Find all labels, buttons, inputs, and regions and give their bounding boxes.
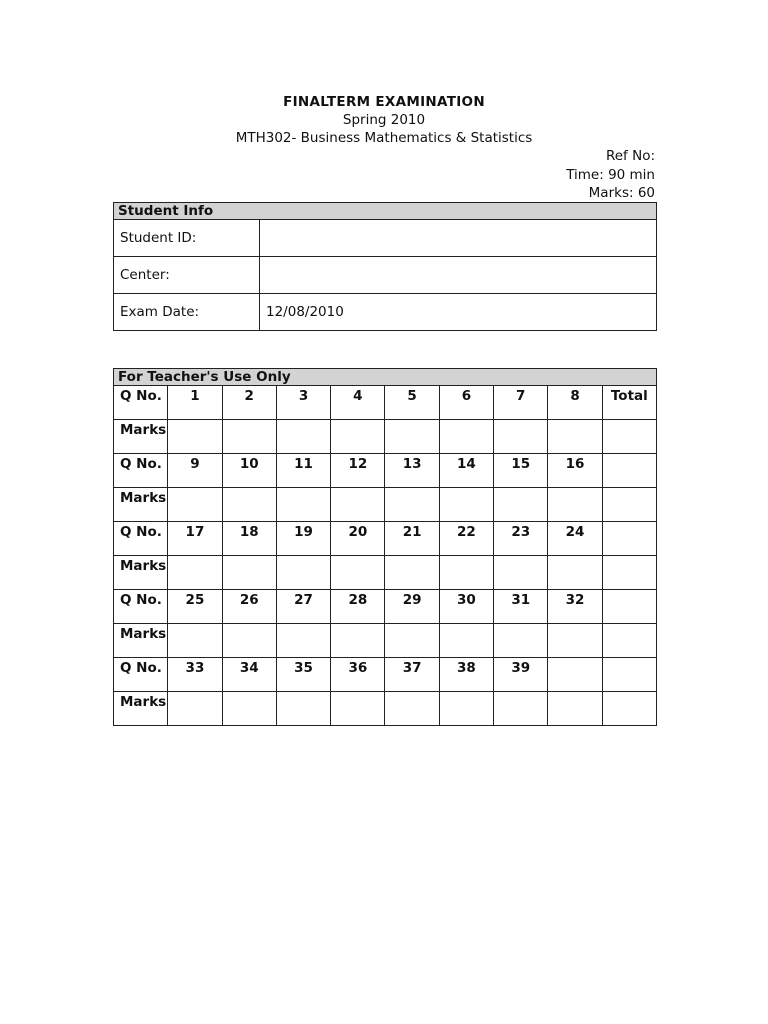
question-number-cell: 10 [222, 454, 276, 488]
question-number-cell: 14 [439, 454, 493, 488]
table-row [114, 220, 657, 257]
marks-cell[interactable] [385, 420, 439, 454]
marks-cell[interactable] [548, 692, 602, 726]
question-row [114, 454, 657, 488]
marks-label: Marks [114, 624, 168, 658]
teacher-use-heading: For Teacher's Use Only [114, 369, 657, 386]
marks-label: Marks [114, 488, 168, 522]
marks-cell[interactable] [602, 556, 656, 590]
question-number-cell: 5 [385, 386, 439, 420]
marks-row [114, 488, 657, 522]
marks-cell[interactable] [385, 488, 439, 522]
question-number-cell: 26 [222, 590, 276, 624]
marks-cell[interactable] [548, 556, 602, 590]
exam-session: Spring 2010 [342, 112, 426, 128]
question-row [114, 658, 657, 692]
question-number-cell: 9 [168, 454, 222, 488]
exam-date-field[interactable]: 12/08/2010 [260, 294, 657, 331]
marks-cell[interactable] [494, 488, 548, 522]
marks-row [114, 556, 657, 590]
marks-cell[interactable] [331, 624, 385, 658]
student-info-heading: Student Info [114, 203, 657, 220]
question-number-cell: 30 [439, 590, 493, 624]
exam-meta [566, 147, 655, 203]
question-number-cell: 22 [439, 522, 493, 556]
marks-cell[interactable] [385, 624, 439, 658]
question-number-cell: 23 [494, 522, 548, 556]
table-row [114, 257, 657, 294]
marks-cell[interactable] [222, 624, 276, 658]
question-number-cell: 16 [548, 454, 602, 488]
q-no-label: Q No. [114, 454, 168, 488]
question-number-cell: 17 [168, 522, 222, 556]
marks-cell[interactable] [494, 556, 548, 590]
question-number-cell: 20 [331, 522, 385, 556]
question-number-cell: 35 [276, 658, 330, 692]
question-number-cell: 12 [331, 454, 385, 488]
exam-date-label: Exam Date: [114, 294, 260, 331]
q-no-label: Q No. [114, 522, 168, 556]
student-info-table [113, 202, 657, 331]
question-row [114, 386, 657, 420]
exam-title: FINALTERM EXAMINATION [283, 94, 485, 110]
marks-label: Marks [114, 692, 168, 726]
question-number-cell: 21 [385, 522, 439, 556]
question-number-cell: 19 [276, 522, 330, 556]
marks-cell[interactable] [222, 556, 276, 590]
question-number-cell: 37 [385, 658, 439, 692]
student-id-field[interactable] [260, 220, 657, 257]
marks-row [114, 624, 657, 658]
marks-cell[interactable] [439, 556, 493, 590]
marks-cell[interactable] [439, 692, 493, 726]
marks-cell[interactable] [548, 420, 602, 454]
center-field[interactable] [260, 257, 657, 294]
exam-course: MTH302- Business Mathematics & Statistics [235, 130, 533, 146]
total-cell [602, 658, 656, 692]
question-number-cell: 18 [222, 522, 276, 556]
marks-cell[interactable] [494, 624, 548, 658]
total-header-cell: Total [602, 386, 656, 420]
marks-cell[interactable] [602, 624, 656, 658]
marks-cell[interactable] [331, 556, 385, 590]
total-cell [602, 522, 656, 556]
question-row [114, 590, 657, 624]
question-number-cell: 29 [385, 590, 439, 624]
total-cell [602, 454, 656, 488]
marks-cell[interactable] [439, 420, 493, 454]
marks-cell[interactable] [222, 488, 276, 522]
marks-cell[interactable] [168, 420, 222, 454]
marks-cell[interactable] [494, 692, 548, 726]
marks-cell[interactable] [439, 488, 493, 522]
marks-row [114, 420, 657, 454]
exam-header [0, 93, 768, 147]
question-number-cell: 39 [494, 658, 548, 692]
question-number-cell: 6 [439, 386, 493, 420]
q-no-label: Q No. [114, 386, 168, 420]
marks-cell[interactable] [168, 692, 222, 726]
question-number-cell: 2 [222, 386, 276, 420]
question-number-cell: 1 [168, 386, 222, 420]
question-number-cell: 8 [548, 386, 602, 420]
marks-cell[interactable] [602, 488, 656, 522]
question-number-cell: 13 [385, 454, 439, 488]
question-number-cell: 28 [331, 590, 385, 624]
marks-cell[interactable] [276, 692, 330, 726]
exam-marks: Marks: 60 [588, 185, 655, 201]
question-number-cell: 34 [222, 658, 276, 692]
marks-cell[interactable] [276, 420, 330, 454]
marks-cell[interactable] [602, 692, 656, 726]
question-number-cell: 36 [331, 658, 385, 692]
question-number-cell: 11 [276, 454, 330, 488]
marks-cell[interactable] [602, 420, 656, 454]
marks-cell[interactable] [548, 488, 602, 522]
marks-cell[interactable] [439, 624, 493, 658]
marks-cell[interactable] [385, 692, 439, 726]
marks-label: Marks [114, 556, 168, 590]
marks-label: Marks [114, 420, 168, 454]
marks-cell[interactable] [168, 624, 222, 658]
marks-cell[interactable] [331, 420, 385, 454]
center-label: Center: [114, 257, 260, 294]
marks-row [114, 692, 657, 726]
marks-cell[interactable] [548, 624, 602, 658]
marks-cell[interactable] [222, 692, 276, 726]
question-number-cell: 25 [168, 590, 222, 624]
question-row [114, 522, 657, 556]
marks-cell[interactable] [276, 488, 330, 522]
question-number-cell: 15 [494, 454, 548, 488]
exam-time: Time: 90 min [566, 166, 655, 183]
table-row [114, 294, 657, 331]
marks-cell[interactable] [385, 556, 439, 590]
marks-cell[interactable] [331, 692, 385, 726]
total-cell [602, 590, 656, 624]
marks-cell[interactable] [222, 420, 276, 454]
teacher-use-table [113, 368, 657, 726]
ref-no: Ref No: [605, 148, 655, 164]
marks-cell[interactable] [168, 488, 222, 522]
question-number-cell: 7 [494, 386, 548, 420]
marks-cell[interactable] [276, 556, 330, 590]
q-no-label: Q No. [114, 658, 168, 692]
question-number-cell: 31 [494, 590, 548, 624]
question-number-cell: 4 [331, 386, 385, 420]
q-no-label: Q No. [114, 590, 168, 624]
question-number-cell: 32 [548, 590, 602, 624]
question-number-cell: 38 [439, 658, 493, 692]
question-number-cell: 24 [548, 522, 602, 556]
question-number-cell [548, 658, 602, 692]
marks-cell[interactable] [494, 420, 548, 454]
student-id-label: Student ID: [114, 220, 260, 257]
marks-cell[interactable] [168, 556, 222, 590]
question-number-cell: 3 [276, 386, 330, 420]
marks-cell[interactable] [331, 488, 385, 522]
question-number-cell: 27 [276, 590, 330, 624]
question-number-cell: 33 [168, 658, 222, 692]
marks-cell[interactable] [276, 624, 330, 658]
